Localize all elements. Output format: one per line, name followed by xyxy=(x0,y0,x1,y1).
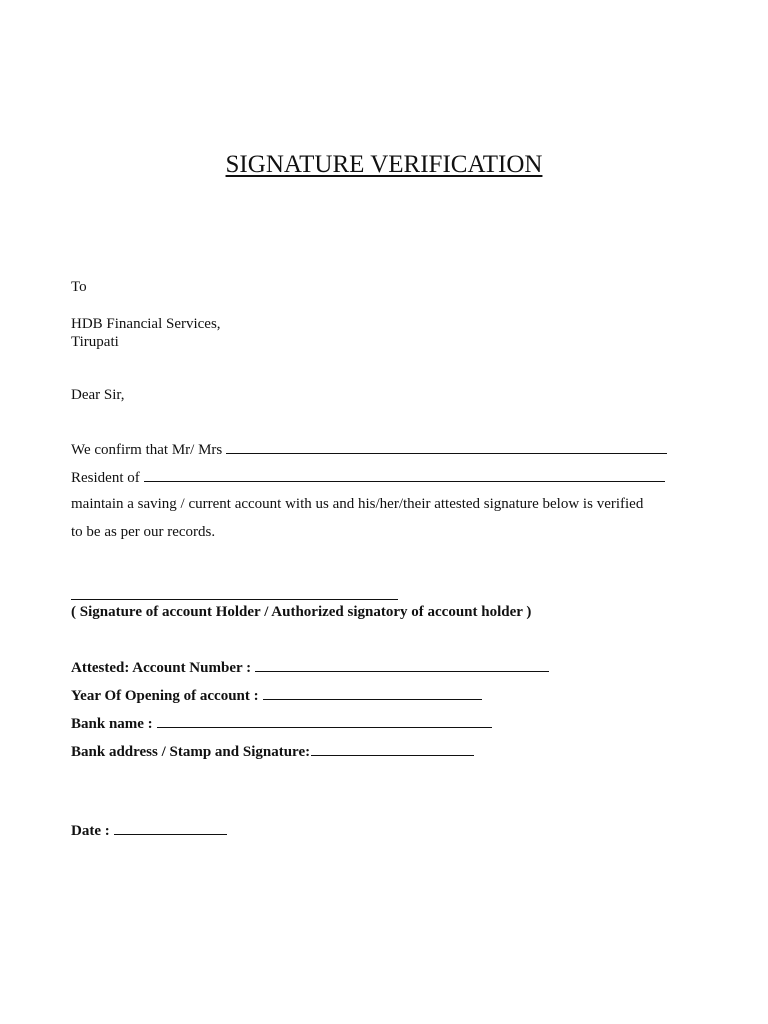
salutation: Dear Sir, xyxy=(71,387,125,403)
addressee-to: To xyxy=(71,279,87,295)
document-title: SIGNATURE VERIFICATION xyxy=(225,151,543,178)
attested-line xyxy=(71,657,549,677)
year-blank-field[interactable] xyxy=(263,685,482,700)
name-blank-field[interactable] xyxy=(226,439,667,454)
bank-name-label: Bank name : xyxy=(71,716,153,732)
date-line xyxy=(71,820,227,840)
date-blank-field[interactable] xyxy=(114,820,227,835)
signature-blank-field[interactable] xyxy=(71,583,398,600)
resident-blank-field[interactable] xyxy=(144,467,665,482)
attested-label: Attested: Account Number : xyxy=(71,660,252,676)
addressee-name: HDB Financial Services, xyxy=(71,316,221,332)
date-label: Date : xyxy=(71,823,110,839)
year-label: Year Of Opening of account : xyxy=(71,688,259,704)
body-line-2: to be as per our records. xyxy=(71,524,216,540)
signature-caption: ( Signature of account Holder / Authorized signatory of account holder ) xyxy=(71,604,532,620)
body-line-1: maintain a saving / current account with us and his/her/their attested signature below is verified xyxy=(71,496,644,512)
bank-address-blank-field[interactable] xyxy=(311,741,474,756)
year-line xyxy=(71,685,482,705)
account-number-blank-field[interactable] xyxy=(255,657,549,672)
confirm-label: We confirm that Mr/ Mrs xyxy=(71,442,223,458)
bank-address-label: Bank address / Stamp and Signature: xyxy=(71,744,311,760)
resident-line xyxy=(71,467,665,487)
bank-name-blank-field[interactable] xyxy=(157,713,492,728)
bank-address-line xyxy=(71,741,474,761)
addressee-city: Tirupati xyxy=(71,334,119,350)
confirm-line xyxy=(71,439,667,459)
resident-label: Resident of xyxy=(71,470,140,486)
bank-name-line xyxy=(71,713,492,733)
